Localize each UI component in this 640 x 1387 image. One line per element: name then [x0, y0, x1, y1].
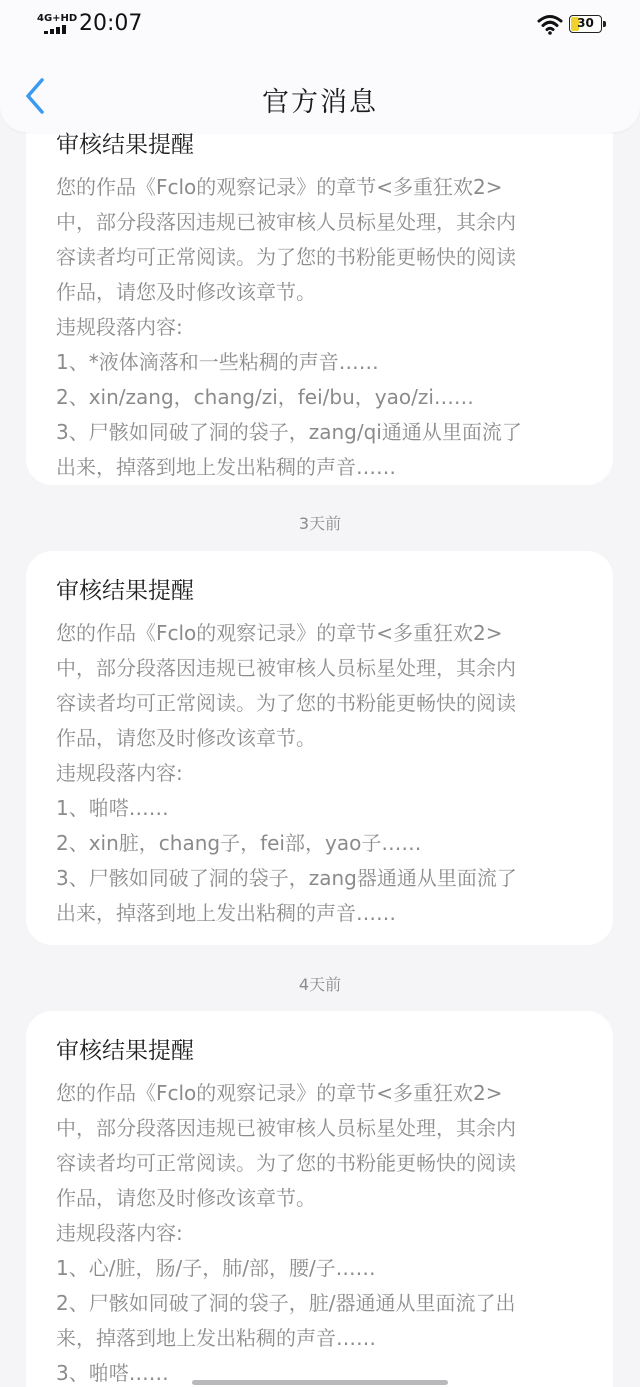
page-title: 官方消息	[262, 87, 378, 118]
status-time: 20:07	[79, 11, 143, 36]
home-indicator[interactable]	[192, 1380, 448, 1385]
message-line: 中，部分段落因违规已被审核人员标星处理，其余内	[56, 656, 516, 680]
message-body	[56, 616, 583, 931]
message-line: 3、尸骸如同破了洞的袋子，zang器通通从里面流了	[56, 866, 517, 890]
message-line: 出来，掉落到地上发出粘稠的声音……	[56, 455, 396, 479]
message-line: 2、尸骸如同破了洞的袋子，脏/器通通从里面流了出	[56, 1291, 516, 1315]
message-title: 审核结果提醒	[56, 578, 194, 604]
message-line: 您的作品《Fclo的观察记录》的章节<多重狂欢2>	[56, 1081, 503, 1105]
message-line: 作品，请您及时修改该章节。	[56, 280, 316, 304]
message-card[interactable]	[26, 551, 613, 945]
message-line: 出来，掉落到地上发出粘稠的声音……	[56, 901, 396, 925]
wifi-icon	[537, 13, 563, 35]
signal-icon	[44, 25, 66, 34]
message-line: 容读者均可正常阅读。为了您的书粉能更畅快的阅读	[56, 245, 516, 269]
message-line: 违规段落内容:	[56, 315, 183, 339]
message-line: 作品，请您及时修改该章节。	[56, 726, 316, 750]
app-header	[0, 0, 640, 132]
message-title: 审核结果提醒	[56, 1038, 194, 1064]
message-line: 中，部分段落因违规已被审核人员标星处理，其余内	[56, 210, 516, 234]
message-line: 来，掉落到地上发出粘稠的声音……	[56, 1326, 376, 1350]
battery-icon	[569, 15, 602, 33]
message-line: 中，部分段落因违规已被审核人员标星处理，其余内	[56, 1116, 516, 1140]
message-line: 作品，请您及时修改该章节。	[56, 1186, 316, 1210]
message-line: 违规段落内容:	[56, 761, 183, 785]
timestamp-label: 3天前	[298, 514, 342, 533]
message-line: 3、尸骸如同破了洞的袋子，zang/qi通通从里面流了	[56, 420, 522, 444]
message-line: 您的作品《Fclo的观察记录》的章节<多重狂欢2>	[56, 175, 503, 199]
message-card[interactable]	[26, 110, 613, 485]
message-line: 容读者均可正常阅读。为了您的书粉能更畅快的阅读	[56, 1151, 516, 1175]
network-type-label: 4G+HD	[37, 13, 78, 24]
nav-bar	[0, 62, 640, 132]
message-line: 2、xin/zang，chang/zi，fei/bu，yao/zi……	[56, 385, 474, 409]
message-line: 2、xin脏，chang子，fei部，yao子……	[56, 831, 422, 855]
message-line: 违规段落内容:	[56, 1221, 183, 1245]
timestamp-label: 4天前	[298, 975, 342, 994]
message-line: 您的作品《Fclo的观察记录》的章节<多重狂欢2>	[56, 621, 503, 645]
status-bar	[0, 0, 640, 50]
message-card[interactable]	[26, 1011, 613, 1387]
message-line: 3、啪嗒……	[56, 1361, 169, 1385]
message-line: 容读者均可正常阅读。为了您的书粉能更畅快的阅读	[56, 691, 516, 715]
battery-percent: 30	[577, 16, 594, 30]
message-line: 1、*液体滴落和一些粘稠的声音……	[56, 350, 379, 374]
message-body	[56, 170, 583, 485]
battery-tip	[603, 21, 606, 27]
message-title: 审核结果提醒	[56, 132, 194, 158]
message-body	[56, 1076, 583, 1387]
message-line: 1、啪嗒……	[56, 796, 169, 820]
message-line: 1、心/脏，肠/子，肺/部，腰/子……	[56, 1256, 376, 1280]
